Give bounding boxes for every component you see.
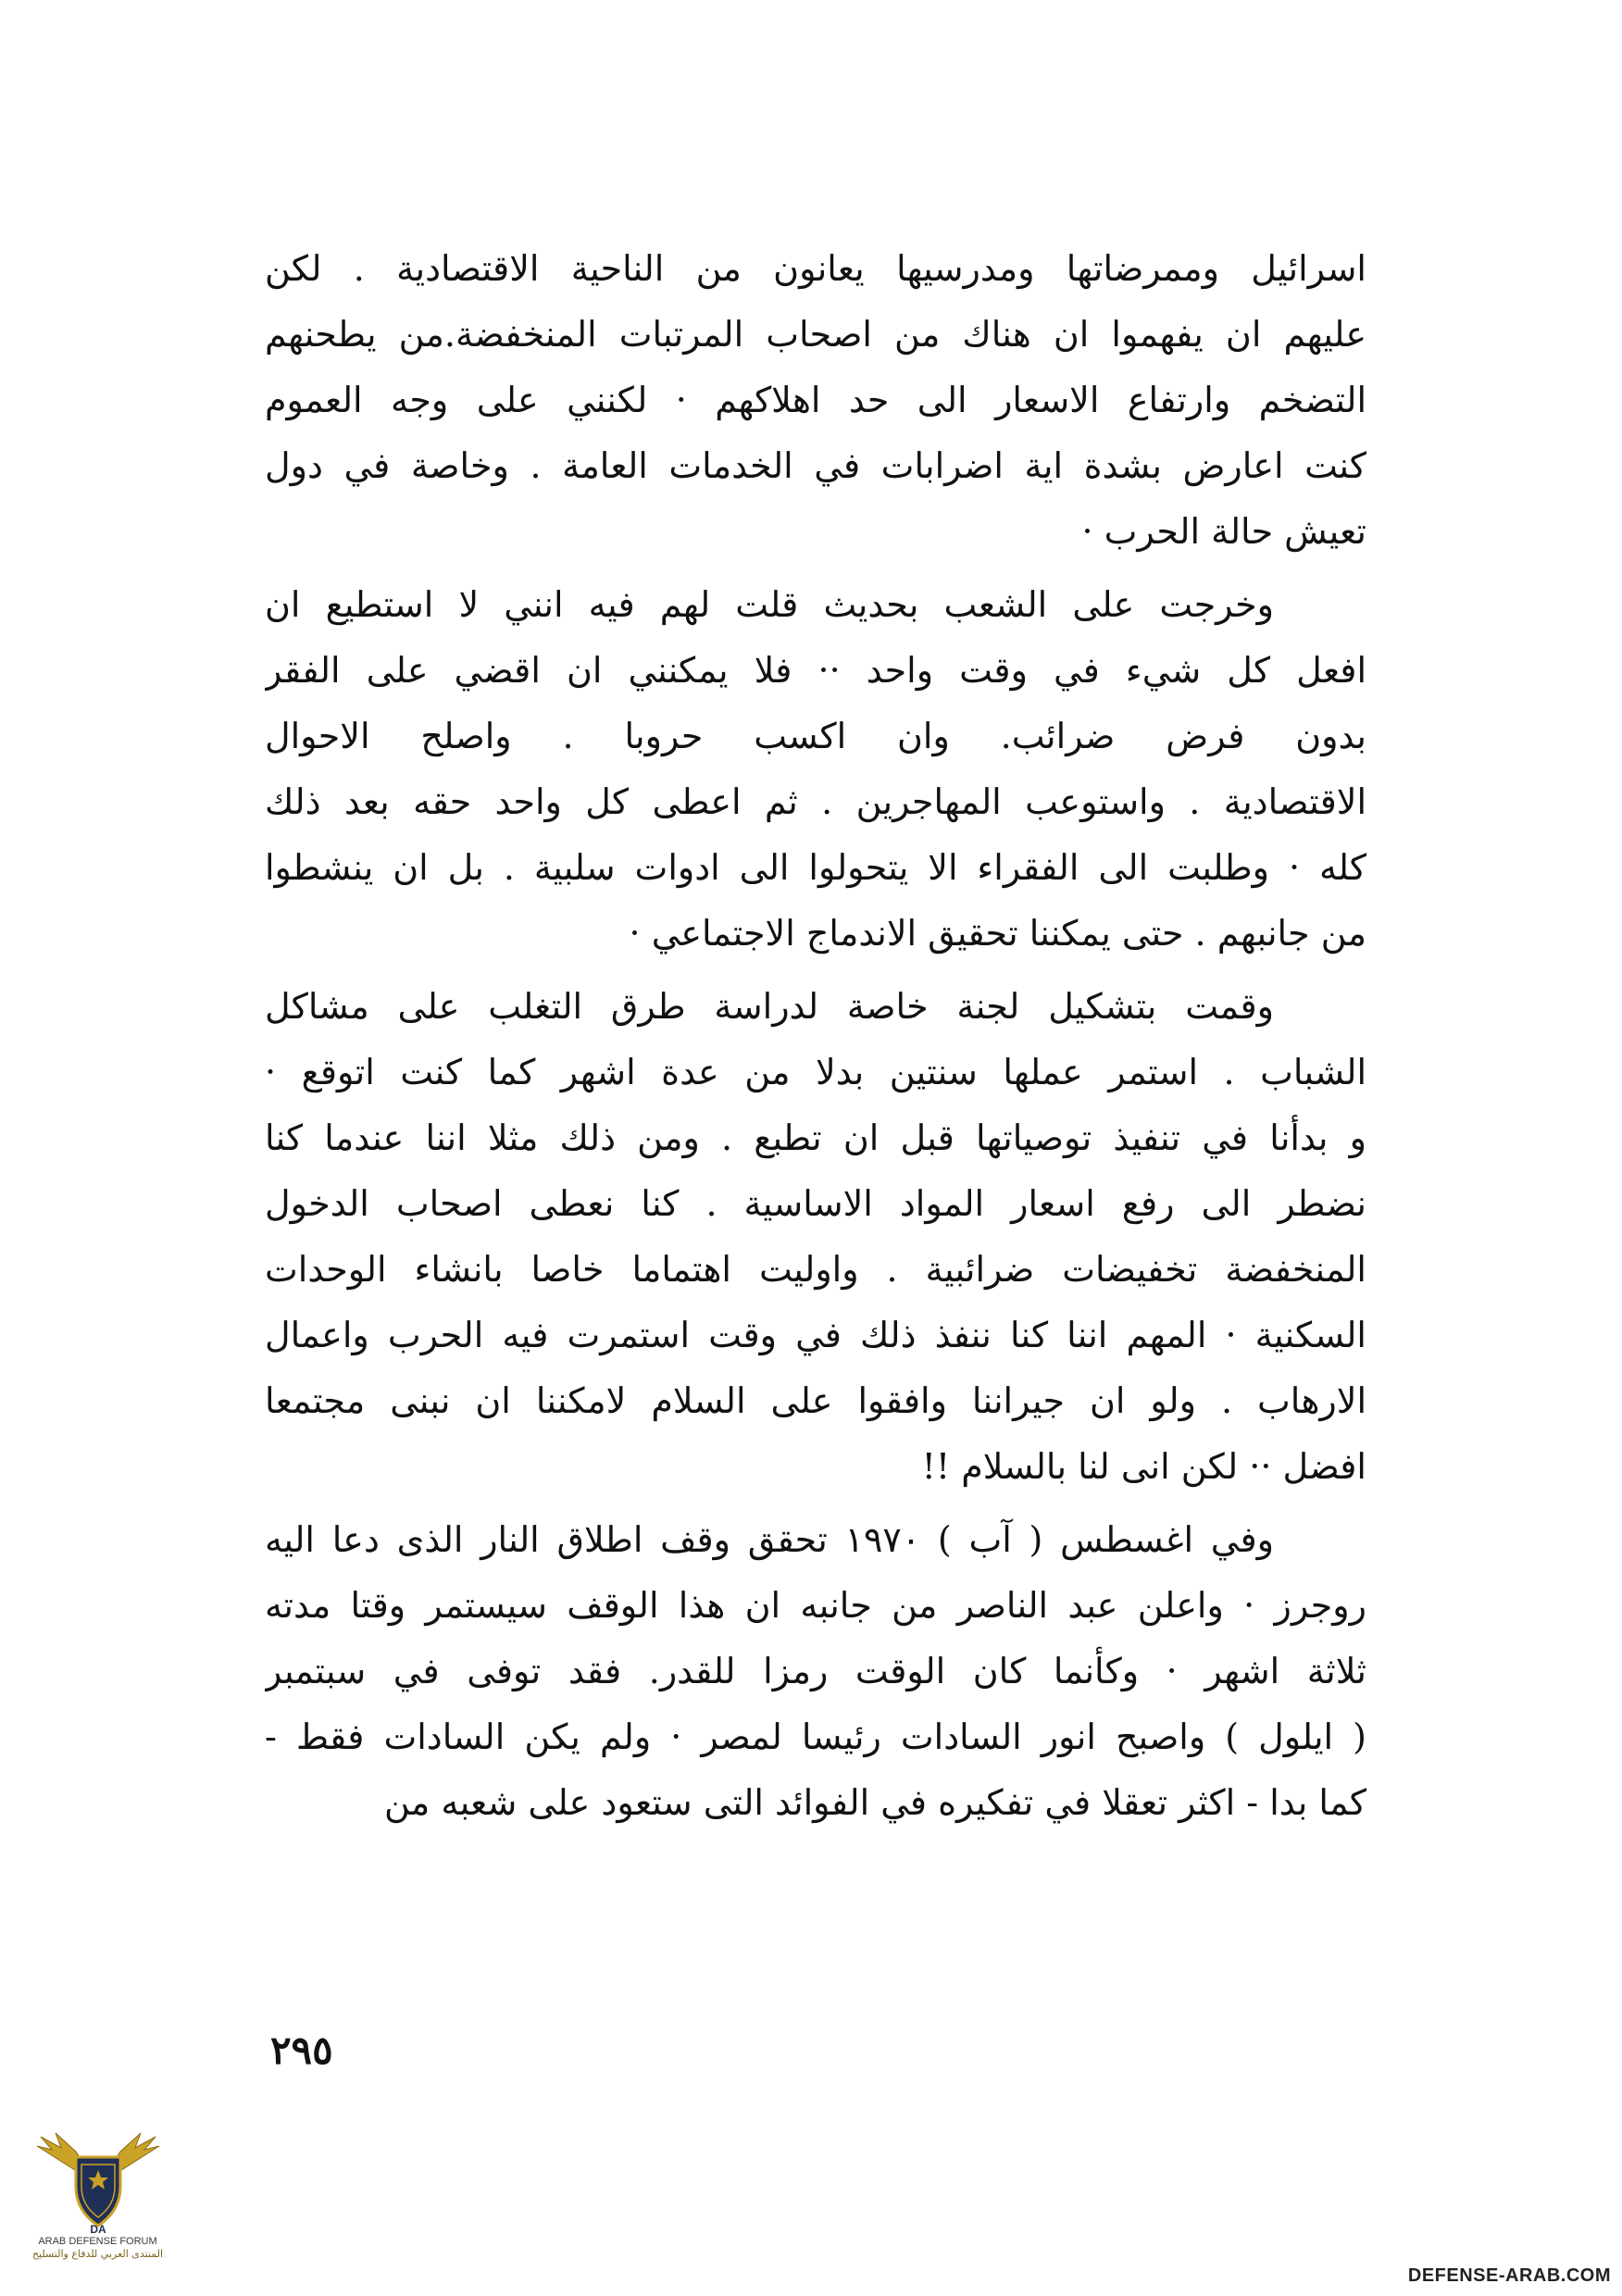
text-line: وفي اغسطس ( آب ) ١٩٧٠ تحقق وقف اطلاق النار الذى دعا اليه (265, 1519, 1274, 1560)
text-line: افضل ·· لكن انى لنا بالسلام !! (921, 1446, 1366, 1487)
eagle-shield-icon (33, 2129, 163, 2236)
text-line: كما بدا - اكثر تعقلا في تفكيره في الفوائد التى ستعود على شعبه من (383, 1782, 1366, 1823)
text-line: الشباب . استمر عملها سنتين بدلا من عدة اشهر كما كنت اتوقع · (265, 1052, 1366, 1092)
text-line: كنت اعارض بشدة اية اضرابات في الخدمات العامة . وخاصة في دول (265, 445, 1366, 486)
logo-caption-ar: المنتدى العربي للدفاع والتسليح (31, 2248, 164, 2260)
logo-initials: DA (89, 2223, 106, 2236)
text-line: ثلاثة اشهر · وكأنما كان الوقت رمزا للقدر. فقد توفى في سبتمبر (265, 1651, 1366, 1691)
text-line: نضطر الى رفع اسعار المواد الاساسية . كنا نعطى اصحاب الدخول (265, 1183, 1366, 1224)
text-line: ( ايلول ) واصبح انور السادات رئيسا لمصر · ولم يكن السادات فقط - (265, 1716, 1366, 1757)
text-line: عليهم ان يفهموا ان هناك من اصحاب المرتبات المنخفضة.من يطحنهم (265, 314, 1366, 355)
text-line: و بدأنا في تنفيذ توصياتها قبل ان تطبع . ومن ذلك مثلا اننا عندما كنا (265, 1117, 1366, 1158)
forum-logo-watermark (17, 2129, 179, 2287)
text-line: بدون فرض ضرائب. وان اكسب حروبا . واصلح الاحوال (265, 716, 1366, 756)
paragraph (265, 1507, 1366, 1836)
text-line: اسرائيل وممرضاتها ومدرسيها يعانون من الناحية الاقتصادية . لكن (265, 248, 1366, 289)
page-number: ٢٩٥ (270, 2028, 333, 2073)
site-watermark: DEFENSE-ARAB.COM (1407, 2265, 1611, 2286)
text-line: افعل كل شيء في وقت واحد ·· فلا يمكنني ان اقضي على الفقر (265, 650, 1366, 691)
text-line: السكنية · المهم اننا كنا ننفذ ذلك في وقت استمرت فيه الحرب واعمال (265, 1315, 1366, 1355)
text-line: كله · وطلبت الى الفقراء الا يتحولوا الى ادوات سلبية . بل ان ينشطوا (265, 847, 1366, 888)
text-line: وقمت بتشكيل لجنة خاصة لدراسة طرق التغلب على مشاكل (265, 986, 1274, 1027)
text-line: الاقتصادية . واستوعب المهاجرين . ثم اعطى كل واحد حقه بعد ذلك (265, 781, 1366, 822)
text-line: المنخفضة تخفيضات ضرائبية . واوليت اهتماما خاصا بانشاء الوحدات (265, 1249, 1366, 1290)
paragraph (265, 572, 1366, 967)
text-line: تعيش حالة الحرب · (1081, 511, 1366, 552)
paragraph (265, 974, 1366, 1500)
logo-caption-en: ARAB DEFENSE FORUM (38, 2236, 157, 2247)
text-line: من جانبهم . حتى يمكننا تحقيق الاندماج الاجتماعي · (629, 913, 1366, 954)
text-line: روجرز · واعلن عبد الناصر من جانبه ان هذا الوقف سيستمر وقتا مدته (265, 1585, 1366, 1626)
text-line: التضخم وارتفاع الاسعار الى حد اهلاكهم · لكنني على وجه العموم (265, 380, 1366, 420)
paragraph (265, 236, 1366, 565)
text-line: الارهاب . ولو ان جيراننا وافقوا على السلام لامكننا ان نبنى مجتمعا (265, 1380, 1366, 1421)
body-text (265, 236, 1366, 1843)
text-line: وخرجت على الشعب بحديث قلت لهم فيه انني لا استطيع ان (265, 584, 1274, 625)
